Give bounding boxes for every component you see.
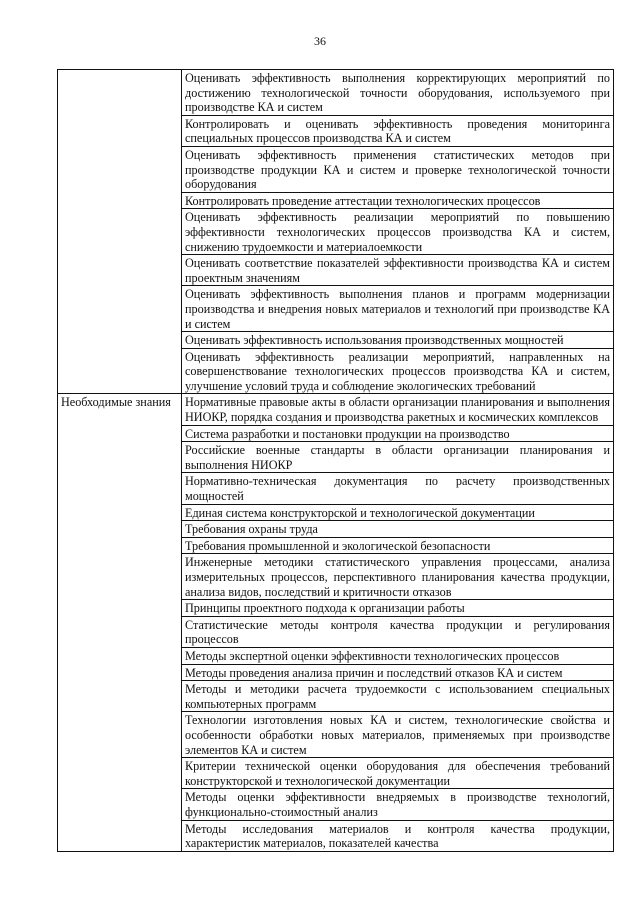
table-row: [58, 394, 614, 425]
requirements-table: [57, 69, 614, 852]
requirement-item: Система разработки и постановки продукции на производство: [182, 425, 614, 442]
requirement-item: Контролировать проведение аттестации технологических процессов: [182, 192, 614, 209]
requirement-item: Нормативно-техническая документация по расчету производственных мощностей: [182, 473, 614, 504]
requirement-item: Нормативные правовые акты в области организации планирования и выполнения НИОКР, порядка создания и производства ракетных и космических комплексов: [182, 394, 614, 425]
requirement-item: Методы экспертной оценки эффективности технологических процессов: [182, 647, 614, 664]
requirement-item: Инженерные методики статистического управления процессами, анализа измерительных процессов, перспективного планирования качества продукции, анализа видов, последствий и критичности отказов: [182, 554, 614, 600]
requirement-item: Оценивать эффективность реализации мероприятий, направленных на совершенствование технологических процессов производства КА и систем, улучшение условий труда и соблюдение экологических требований: [182, 348, 614, 394]
requirement-item: Единая система конструкторской и технологической документации: [182, 504, 614, 521]
table-row: [58, 70, 614, 116]
section-label-knowledge: Необходимые знания: [58, 394, 182, 851]
requirement-item: Контролировать и оценивать эффективность проведения мониторинга специальных процессов производства КА и систем: [182, 115, 614, 146]
requirement-item: Методы и методики расчета трудоемкости с использованием специальных компьютерных программ: [182, 681, 614, 712]
requirement-item: Методы исследования материалов и контроля качества продукции, характеристик материалов, показателей качества: [182, 820, 614, 851]
requirement-item: Методы оценки эффективности внедряемых в производстве технологий, функционально-стоимостный анализ: [182, 789, 614, 820]
requirement-item: Оценивать эффективность применения статистических методов при производстве продукции КА и систем и проверке технологической точности оборудования: [182, 146, 614, 192]
requirement-item: Оценивать соответствие показателей эффективности производства КА и систем проектным значениям: [182, 255, 614, 286]
requirement-item: Методы проведения анализа причин и последствий отказов КА и систем: [182, 664, 614, 681]
requirement-item: Требования охраны труда: [182, 521, 614, 538]
page-number: 36: [314, 34, 326, 48]
section-label-continued: [58, 70, 182, 394]
requirement-item: Статистические методы контроля качества продукции и регулирования процессов: [182, 616, 614, 647]
requirement-item: Российские военные стандарты в области организации планирования и выполнения НИОКР: [182, 442, 614, 473]
requirement-item: Оценивать эффективность реализации мероприятий по повышению эффективности технологических процессов производства КА и систем, снижению трудоемкости и материалоемкости: [182, 209, 614, 255]
requirement-item: Технологии изготовления новых КА и систем, технологические свойства и особенности обработки новых материалов, применяемых при производстве элементов КА и систем: [182, 712, 614, 758]
requirement-item: Оценивать эффективность использования производственных мощностей: [182, 332, 614, 349]
requirement-item: Критерии технической оценки оборудования для обеспечения требований конструкторской и технологической документации: [182, 758, 614, 789]
requirement-item: Принципы проектного подхода к организации работы: [182, 600, 614, 617]
requirement-item: Оценивать эффективность выполнения планов и программ модернизации производства и внедрения новых материалов и технологий при производстве КА и систем: [182, 286, 614, 332]
requirement-item: Требования промышленной и экологической безопасности: [182, 537, 614, 554]
requirement-item: Оценивать эффективность выполнения корректирующих мероприятий по достижению технологической точности оборудования, используемого при производстве КА и систем: [182, 70, 614, 116]
